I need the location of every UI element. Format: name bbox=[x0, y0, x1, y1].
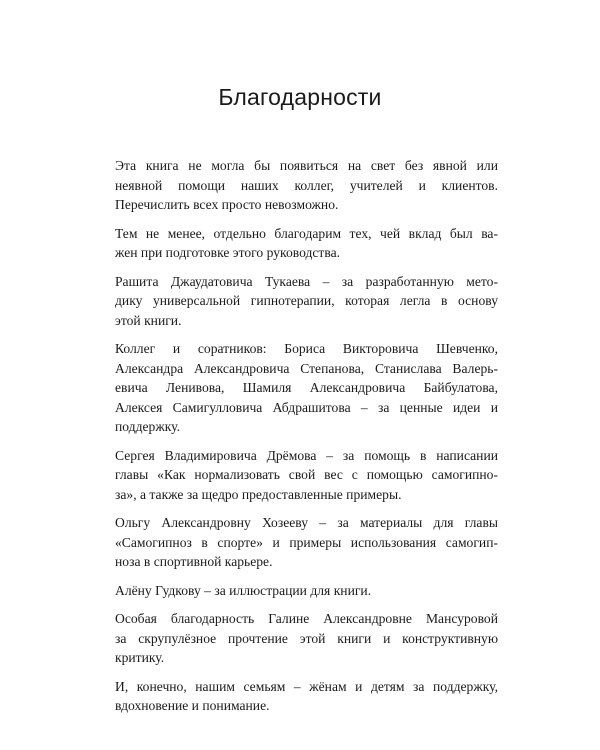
paragraph bbox=[115, 156, 498, 215]
page-title: Благодарности bbox=[218, 84, 382, 110]
text-line: главы «Как нормализовать свой вес с помощью самогипно- bbox=[115, 467, 498, 482]
text-line: за», а также за щедро предоставленные примеры. bbox=[115, 486, 402, 502]
paragraph bbox=[115, 272, 498, 331]
text-line: жен при подготовке этого руководства. bbox=[115, 245, 341, 260]
paragraph bbox=[115, 609, 498, 668]
text-line: этой книги. bbox=[115, 312, 182, 328]
text-line: Коллег и соратников: Бориса Викторовича Шевченко, bbox=[115, 341, 498, 356]
text-line: Александра Александровича Степанова, Станислава Валерь- bbox=[115, 360, 498, 376]
acknowledgements-text bbox=[115, 156, 498, 725]
text-line: неявной помощи наших коллег, учителей и клиентов. bbox=[115, 177, 498, 193]
text-line: вдохновение и понимание. bbox=[115, 698, 270, 713]
text-line: критику. bbox=[115, 650, 165, 665]
text-line: Алёну Гудкову – за иллюстрации для книги. bbox=[115, 582, 372, 598]
text-line: Сергея Владимировича Дрёмова – за помощь в написании bbox=[115, 447, 498, 463]
paragraph bbox=[115, 339, 498, 437]
text-line: Ольгу Александровну Хозееву – за материалы для главы bbox=[115, 515, 498, 530]
text-line: «Самогипноз в спорте» и примеры использования самогип- bbox=[115, 534, 498, 550]
text-line: Рашита Джаудатовича Тукаева – за разработанную мето- bbox=[115, 273, 498, 289]
text-line: за скрупулёзное прочтение этой книги и конструктивную bbox=[115, 630, 498, 646]
text-line: дику универсальной гипнотерапии, которая легла в основу bbox=[115, 293, 498, 308]
text-line: Особая благодарность Галине Александровне Мансуровой bbox=[115, 611, 498, 626]
paragraph bbox=[115, 513, 498, 572]
text-line: Эта книга не могла бы появиться на свет без явной или bbox=[115, 158, 498, 173]
text-line: евича Ленивова, Шамиля Александровича Байбулатова, bbox=[115, 380, 498, 395]
paragraph bbox=[115, 581, 498, 601]
text-line: ноза в спортивной карьере. bbox=[115, 554, 273, 569]
paragraph bbox=[115, 677, 498, 716]
paragraph bbox=[115, 446, 498, 505]
text-line: И, конечно, нашим семьям – жёнам и детям за поддержку, bbox=[115, 678, 498, 694]
paragraph bbox=[115, 224, 498, 263]
text-line: поддержку. bbox=[115, 419, 180, 434]
text-line: Перечислить всех просто невозможно. bbox=[115, 197, 339, 212]
text-line: Тем не менее, отдельно благодарим тех, чей вклад был ва- bbox=[115, 225, 498, 241]
text-line: Алексея Самигулловича Абдрашитова – за ценные идеи и bbox=[115, 399, 498, 415]
